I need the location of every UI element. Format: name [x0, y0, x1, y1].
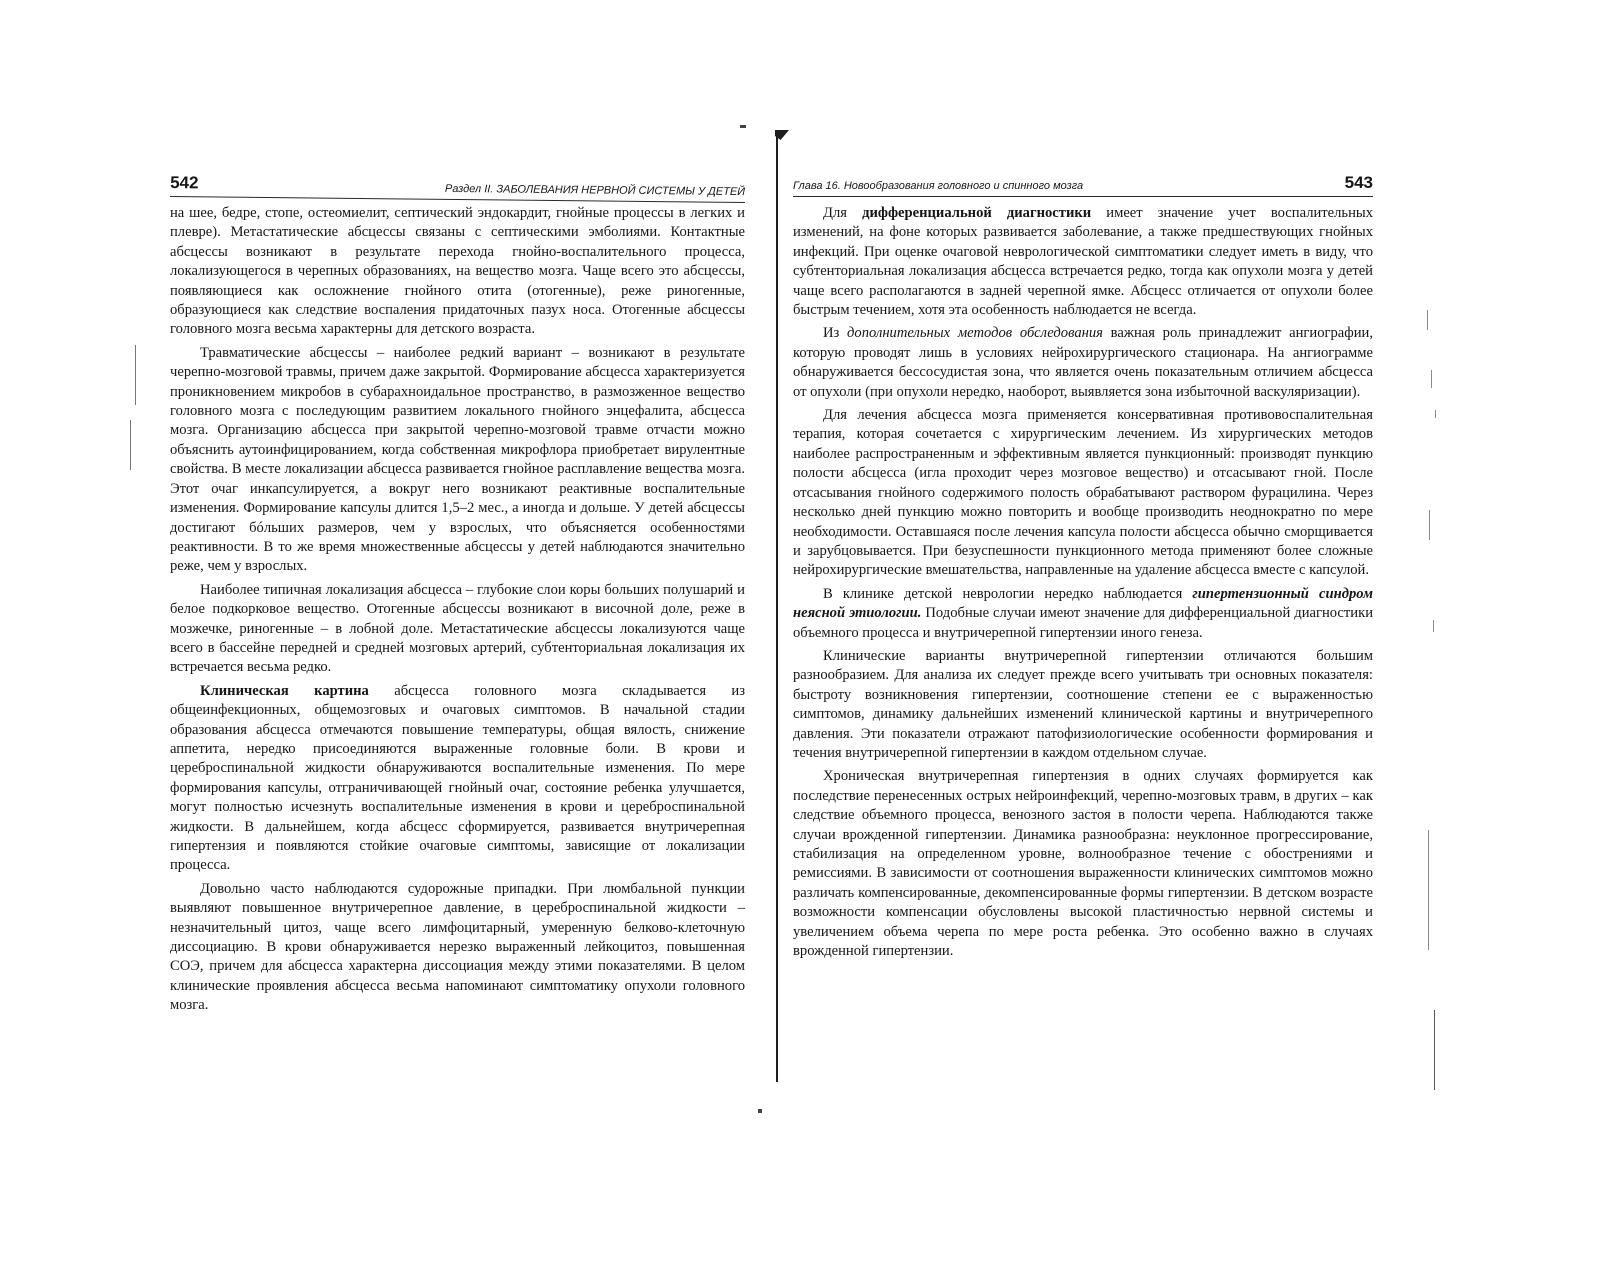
left-body-text: [170, 204, 745, 1016]
paragraph: [170, 682, 745, 876]
paragraph: Травматические абсцессы – наиболее редкий вариант – возникают в результате черепно-мозговой травмы, причем даже закрытой. Формирование абсцесса характеризуется проникновением микробов в субарахноидальное пространство, в размозженное вещество головного мозга с последующим развитием локального гнойного энцефалита, абсцесса мозга. Организацию абсцесса при закрытой черепно-мозговой травме отчасти можно объяснить аутоинфицированием, когда собственная микрофлора приобретает вирулентные свойства. В месте локализации абсцесса развивается гнойное расплавление вещества мозга. Этот очаг инкапсулируется, а вокруг него возникают реактивные воспалительные изменения. Формирование капсулы длится 1,5–2 мес., а иногда и дольше. У детей абсцессы достигают бóльших размеров, чем у взрослых, что объясняется особенностями реактивности. В то же время множественные абсцессы у детей наблюдаются значительно реже, чем у взрослых.: [170, 344, 745, 575]
paragraph-text: В клинике детской неврологии нередко наблюдается: [823, 585, 1193, 602]
bold-term: дифференциальной диагностики: [862, 205, 1092, 221]
right-page-number: 543: [1344, 173, 1373, 192]
scan-speck: [758, 1109, 762, 1113]
paragraph-text: Для: [823, 205, 863, 221]
right-running-header: [793, 160, 1373, 197]
right-body-text: [793, 204, 1373, 961]
paragraph-text: абсцесса головного мозга складывается из общеинфекционных, общемозговых и очаговых симптомов. В начальной стадии образования абсцесса отмечаются повышение температуры, общая вялость, снижение аппетита, нередко присоединяются выраженные головные боли. В крови и цереброспинальной жидкости обнаруживаются воспалительные изменения. По мере формирования капсулы, отграничивающей гнойный очаг, состояние ребенка улучшается, могут полностью исчезнуть воспалительные изменения в крови и цереброспинальной жидкости. В дальнейшем, когда абсцесс сформируется, развивается внутричерепная гипертензия и появляются стойкие очаговые симптомы, зависящие от локализации процесса.: [170, 682, 746, 874]
margin-pencil-mark: [130, 420, 131, 470]
left-page-number: 542: [170, 173, 199, 193]
scan-speck: [740, 125, 746, 128]
italic-term: дополнительных методов обследования: [847, 325, 1103, 342]
margin-pencil-mark: [135, 345, 136, 405]
paragraph: Для лечения абсцесса мозга применяется консервативная противовоспалительная терапия, которая сочетается с хирургическим лечением. Из хирургических методов наиболее распространенным и эффективным является пункционный: производят пункцию полости абсцесса (игла проходит через мозговое вещество) и отсасывают гной. После отсасывания гнойного содержимого полость обрабатывают раствором фурацилина. Через несколько дней пункцию можно повторить и вообще производить неоднократно по мере необходимости. Оставшаяся после лечения капсула полости абсцесса обычно сморщивается и зарубцовывается. При безуспешности пункционного метода применяют более сложные нейрохирургические вмешательства, направленные на удаление абсцесса вместе с капсулой.: [793, 407, 1373, 579]
paragraph-text: имеет значение учет воспалительных изменений, на фоне которых развивается заболевание, а также предшествующих гнойных инфекций. При оценке очаговой неврологической симптоматики следует иметь в виду, что субтенториальная локализация абсцесса встречается редко, тогда как опухоли мозга у детей чаще всего располагаются в задней черепной ямке. Абсцесс отличается от опухоли более быстрым течением, хотя эта особенность наблюдается не всегда.: [793, 205, 1373, 319]
paragraph-text: важная роль принадлежит ангиографии, которую проводят лишь в условиях нейрохирургического стационара. На ангиограмме обнаруживается бессосудистая зона, что является очень показательным отличием абсцесса от опухоли (при опухоли нередко, наоборот, выявляется зона избыточной васкуляризации).: [793, 325, 1374, 400]
paragraph: Довольно часто наблюдаются судорожные припадки. При люмбальной пункции выявляют повышенное внутричерепное давление, в цереброспинальной жидкости – незначительный цитоз, чаще всего лимфоцитарный, умеренную белково-клеточную диссоциацию. В крови обнаруживается нерезко выраженный лейкоцитоз, повышенная СОЭ, причем для абсцесса характерна диссоциация между этими показателями. В целом клинические проявления абсцесса весьма напоминают симптоматику опухоли головного мозга.: [170, 880, 745, 1014]
paragraph: на шее, бедре, стопе, остеомиелит, септический эндокардит, гнойные процессы в легких и плевре). Метастатические абсцессы связаны с септическими эмболиями. Контактные абсцессы возникают в результате перехода гнойно-воспалительного процесса, локализующегося в черепных образованиях, на вещество мозга. Чаще всего это абсцессы, появляющиеся как осложнение гнойного отита (отогенные), реже риногенные, образующиеся как следствие воспаления придаточных пазух носа. Отогенные абсцессы головного мозга весьма характерны для детского возраста.: [170, 205, 745, 338]
page-edge-marks: [1425, 310, 1465, 1110]
right-page: [793, 160, 1373, 965]
paragraph: [793, 324, 1373, 402]
left-running-header: [170, 160, 745, 203]
book-gutter: [776, 132, 778, 1082]
paragraph-text: Подобные случаи имеют значение для дифференциальной диагностики объемного процесса и внутричерепной гипертензии иного генеза.: [793, 605, 1373, 641]
left-header-title: Раздел II. ЗАБОЛЕВАНИЯ НЕРВНОЙ СИСТЕМЫ У ДЕТЕЙ: [444, 182, 746, 199]
bold-term: Клиническая картина: [200, 682, 369, 699]
paragraph-text: Из: [823, 325, 848, 342]
paragraph: [793, 585, 1373, 643]
left-page: [170, 160, 745, 1020]
paragraph: Наиболее типичная локализация абсцесса – глубокие слои коры больших полушарий и белое подкорковое вещество. Отогенные абсцессы возникают в височной доле, реже в мозжечке, риногенные – в лобной доле. Метастатические абсцессы локализуются чаще всего в бассейне передней и средней мозговых артерий, субтенториальная локализация их встречается весьма редко.: [170, 581, 745, 676]
paragraph: Хроническая внутричерепная гипертензия в одних случаях формируется как последствие перенесенных острых нейроинфекций, черепно-мозговых травм, в других – как следствие объемного процесса, венозного застоя в полости черепа. Наблюдаются также случаи врожденной гипертензии. Динамика разнообразна: неуклонное прогрессирование, стабилизация на определенном уровне, волнообразное течение с обострениями и ремиссиями. В зависимости от соотношения выраженности клинических симптомов можно различать компенсированные, декомпенсированные формы гипертензии. В детском возрасте возможности компенсации обусловлены высокой пластичностью нервной системы и увеличением объема черепа по мере роста ребенка. Это особенно важно в случаях врожденной гипертензии.: [793, 768, 1373, 960]
bold-italic-term: гипертензионный синдром неясной этиологии.: [793, 585, 1373, 622]
right-header-title: Глава 16. Новообразования головного и спинного мозга: [793, 180, 1084, 192]
paragraph: Клинические варианты внутричерепной гипертензии отличаются большим разнообразием. Для анализа их следует прежде всего учитывать три основных показателя: быстроту возникновения гипертензии, соотношение степени ее с выраженностью симптомов, динамику дальнейших изменений клинической картины и внутричерепного давления. Эти показатели отражают патофизиологические особенности формирования и течения внутричерепной гипертензии в каждом отдельном случае.: [793, 647, 1373, 761]
paragraph: [793, 204, 1373, 320]
